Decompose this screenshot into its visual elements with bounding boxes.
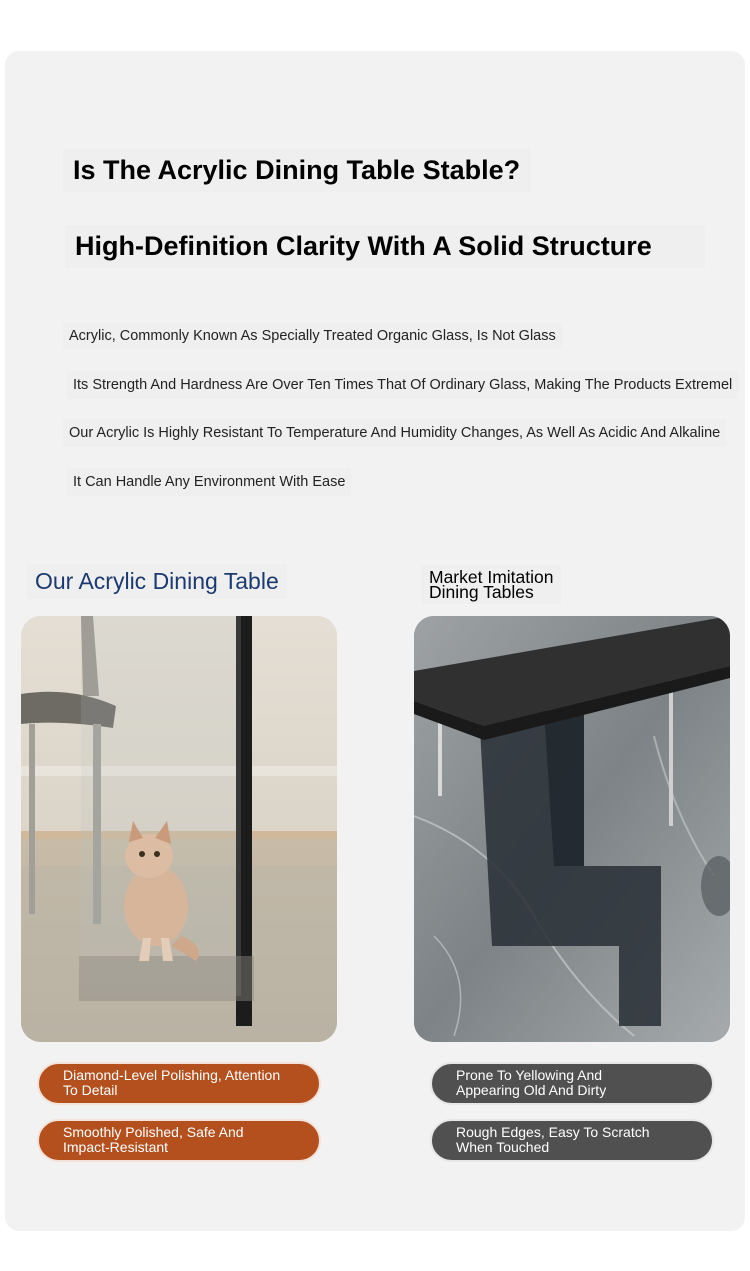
content-card [5,51,745,1231]
our-table-illustration [21,616,337,1042]
feature-text-line2: Appearing Old And Dirty [456,1082,607,1098]
feature-text-line1: Smoothly Polished, Safe And [63,1124,244,1140]
section-subtitle-heading: High-Definition Clarity With A Solid Structure [65,225,705,268]
feature-text-line2: To Detail [63,1082,118,1098]
paragraph-environment: It Can Handle Any Environment With Ease [67,468,351,496]
imitation-feature-rough-edges [430,1119,714,1162]
our-feature-safe [37,1119,321,1162]
our-table-photo [21,616,337,1042]
feature-text-line1: Prone To Yellowing And [456,1067,603,1083]
feature-text-line2: Impact-Resistant [63,1139,169,1155]
feature-text-line1: Rough Edges, Easy To Scratch [456,1124,650,1140]
our-table-title: Our Acrylic Dining Table [27,564,287,599]
our-feature-polishing [37,1062,321,1105]
paragraph-acrylic-definition: Acrylic, Commonly Known As Specially Treated Organic Glass, Is Not Glass [63,322,562,350]
section-question-heading: Is The Acrylic Dining Table Stable? [63,149,530,192]
imitation-title-line1: Market Imitation [429,567,554,587]
imitation-table-title [421,566,561,604]
feature-text-line2: When Touched [456,1139,550,1155]
paragraph-strength: Its Strength And Hardness Are Over Ten Times That Of Ordinary Glass, Making The Products Extremel [67,371,738,399]
feature-text-line1: Diamond-Level Polishing, Attention [63,1067,281,1083]
paragraph-resistance: Our Acrylic Is Highly Resistant To Temperature And Humidity Changes, As Well As Acidic And Alkaline [63,419,726,447]
imitation-table-illustration [414,616,730,1042]
imitation-feature-yellowing [430,1062,714,1105]
imitation-table-photo [414,616,730,1042]
imitation-title-line2: Dining Tables [429,582,534,602]
